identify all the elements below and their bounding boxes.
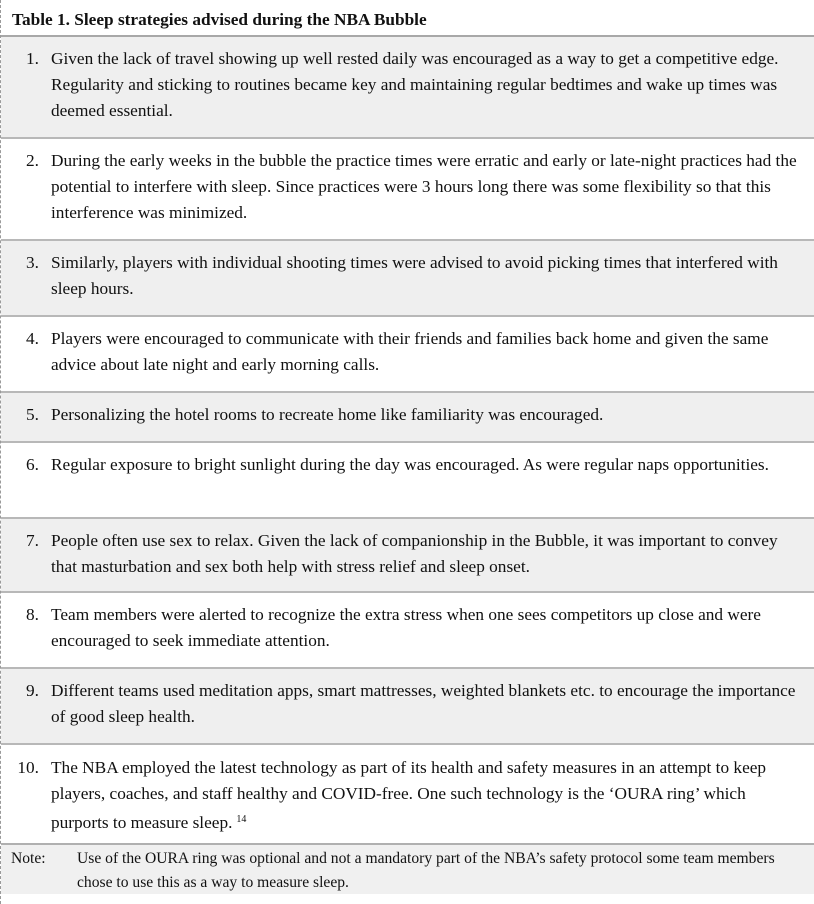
row-text: During the early weeks in the bubble the practice times were erratic and early or late-night practices had the potential to interfere with sleep. Since practices were 3 hours long there was some flexibility so that this interference was minimized.	[51, 151, 797, 222]
row-text: People often use sex to relax. Given the lack of companionship in the Bubble, it was important to convey that masturbation and sex both help with stress relief and sleep onset.	[51, 531, 778, 576]
row-text: Regular exposure to bright sunlight during the day was encouraged. As were regular naps opportunities.	[51, 455, 769, 474]
table-row	[1, 37, 814, 139]
note-label: Note:	[11, 850, 46, 867]
row-text: Personalizing the hotel rooms to recreate home like familiarity was encouraged.	[51, 405, 604, 424]
row-number: 4.	[26, 329, 39, 348]
row-number: 6.	[26, 455, 39, 474]
row-text: Different teams used meditation apps, smart mattresses, weighted blankets etc. to encourage the importance of good sleep health.	[51, 681, 796, 726]
table-row	[1, 241, 814, 317]
row-number: 9.	[26, 681, 39, 700]
row-number: 10.	[17, 758, 39, 777]
row-number: 3.	[26, 253, 39, 272]
table-row	[1, 393, 814, 443]
row-text: Similarly, players with individual shooting times were advised to avoid picking times that interfered with sleep hours.	[51, 253, 778, 298]
table-note	[1, 843, 814, 894]
citation-superscript: 14	[236, 814, 247, 825]
row-text: Team members were alerted to recognize the extra stress when one sees competitors up close and were encouraged to seek immediate attention.	[51, 605, 761, 650]
row-text-body: The NBA employed the latest technology as part of its health and safety measures in an attempt to keep players, coaches, and staff healthy and COVID-free. One such technology is the ‘OURA ring’ which purports to measure sleep.	[51, 758, 767, 832]
table-row	[1, 593, 814, 669]
table-row	[1, 317, 814, 393]
row-number: 5.	[26, 405, 39, 424]
row-number: 8.	[26, 605, 39, 624]
row-text: Players were encouraged to communicate with their friends and families back home and given the same advice about late night and early morning calls.	[51, 329, 769, 374]
table-row	[1, 443, 814, 519]
table-row	[1, 519, 814, 593]
table-row	[1, 669, 814, 745]
table-row	[1, 745, 814, 843]
row-number: 2.	[26, 151, 39, 170]
row-number: 1.	[26, 49, 39, 68]
row-text: Given the lack of travel showing up well rested daily was encouraged as a way to get a competitive edge. Regularity and sticking to routines became key and maintaining regular bedtimes and wake up times was deemed essential.	[51, 49, 779, 120]
table-title: Table 1. Sleep strategies advised during the NBA Bubble	[12, 10, 427, 29]
note-text: Use of the OURA ring was optional and not a mandatory part of the NBA’s safety protocol some team members chose to use this as a way to measure sleep.	[77, 850, 775, 891]
table-row	[1, 139, 814, 241]
row-number: 7.	[26, 531, 39, 550]
row-text	[51, 755, 814, 843]
